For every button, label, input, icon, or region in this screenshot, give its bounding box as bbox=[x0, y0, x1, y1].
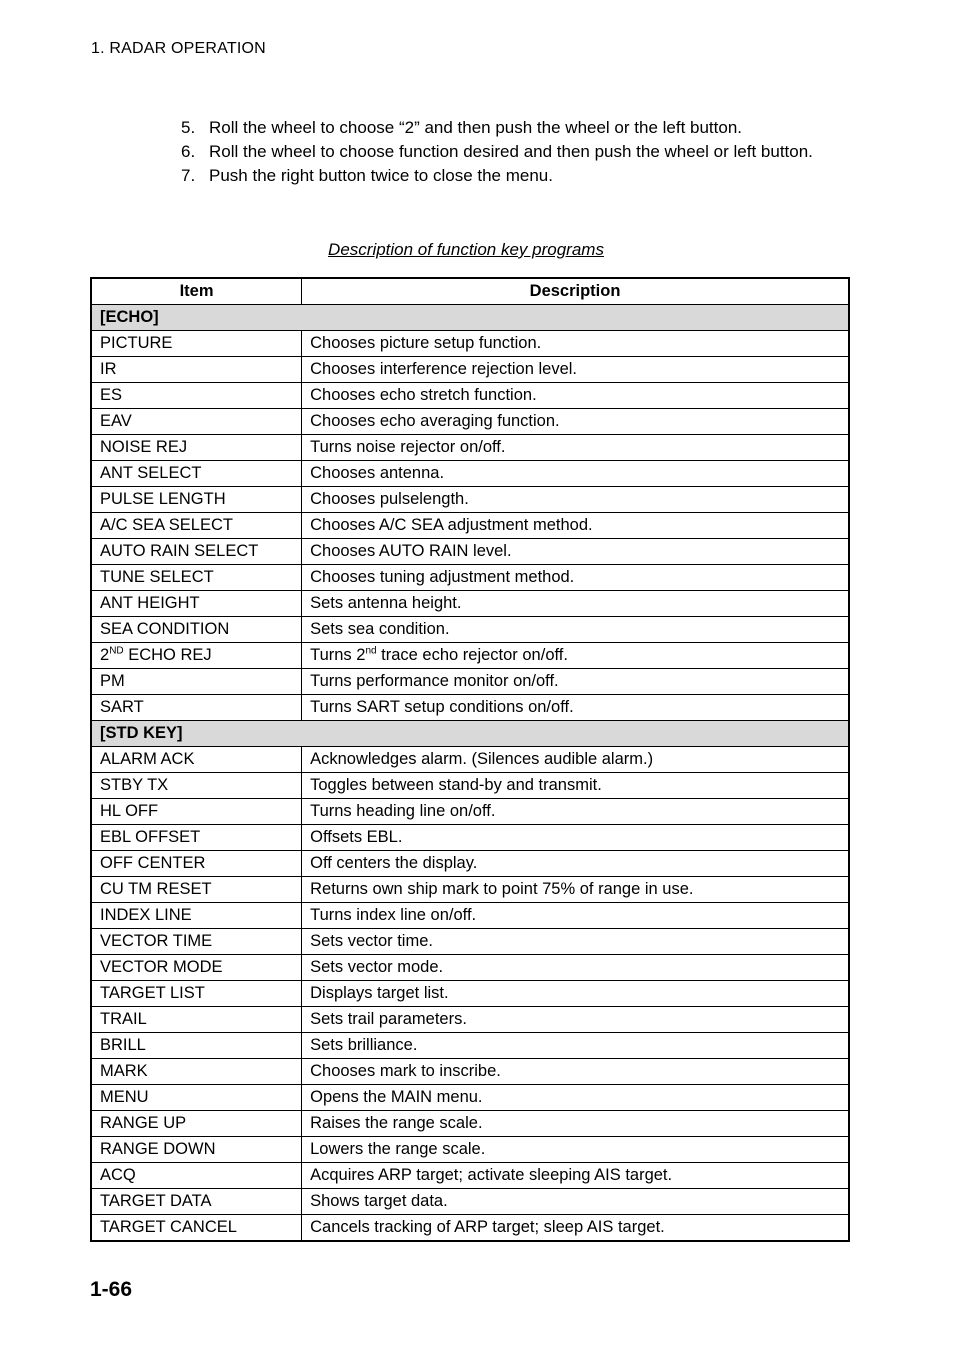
step-item bbox=[181, 116, 821, 140]
table-row bbox=[91, 929, 849, 955]
item-cell: ES bbox=[91, 383, 302, 409]
table-row bbox=[91, 1085, 849, 1111]
description-cell: Sets vector time. bbox=[302, 929, 849, 955]
step-text: Push the right button twice to close the menu. bbox=[209, 166, 553, 185]
description-cell: Chooses echo stretch function. bbox=[302, 383, 849, 409]
table-row bbox=[91, 539, 849, 565]
table-body bbox=[91, 305, 849, 1242]
description-cell: Cancels tracking of ARP target; sleep AIS target. bbox=[302, 1215, 849, 1242]
table-row bbox=[91, 773, 849, 799]
item-cell: TARGET DATA bbox=[91, 1189, 302, 1215]
step-number: 6. bbox=[181, 142, 196, 161]
table-row bbox=[91, 487, 849, 513]
description-cell: Chooses picture setup function. bbox=[302, 331, 849, 357]
item-cell: PM bbox=[91, 669, 302, 695]
description-cell: Turns noise rejector on/off. bbox=[302, 435, 849, 461]
description-text: trace echo rejector on/off. bbox=[376, 646, 568, 664]
item-text: 2 bbox=[100, 646, 110, 664]
item-cell: OFF CENTER bbox=[91, 851, 302, 877]
step-text: Roll the wheel to choose function desired and then push the wheel or left button. bbox=[209, 142, 813, 161]
table-row bbox=[91, 383, 849, 409]
table-row bbox=[91, 617, 849, 643]
description-cell: Sets antenna height. bbox=[302, 591, 849, 617]
item-cell: SART bbox=[91, 695, 302, 721]
table-row bbox=[91, 747, 849, 773]
group-title: [ECHO] bbox=[91, 305, 849, 331]
description-cell: Chooses AUTO RAIN level. bbox=[302, 539, 849, 565]
item-cell: CU TM RESET bbox=[91, 877, 302, 903]
item-cell: TARGET CANCEL bbox=[91, 1215, 302, 1242]
description-cell: Acknowledges alarm. (Silences audible alarm.) bbox=[302, 747, 849, 773]
function-key-table bbox=[90, 277, 850, 1242]
description-cell: Returns own ship mark to point 75% of range in use. bbox=[302, 877, 849, 903]
description-cell: Chooses antenna. bbox=[302, 461, 849, 487]
table-row bbox=[91, 1033, 849, 1059]
item-cell: PULSE LENGTH bbox=[91, 487, 302, 513]
table-row bbox=[91, 955, 849, 981]
description-cell: Chooses mark to inscribe. bbox=[302, 1059, 849, 1085]
table-row bbox=[91, 695, 849, 721]
item-cell: RANGE DOWN bbox=[91, 1137, 302, 1163]
item-cell: TUNE SELECT bbox=[91, 565, 302, 591]
step-item bbox=[181, 164, 821, 188]
table-row bbox=[91, 799, 849, 825]
item-cell: ALARM ACK bbox=[91, 747, 302, 773]
description-cell: Chooses pulselength. bbox=[302, 487, 849, 513]
table-row bbox=[91, 435, 849, 461]
table-row bbox=[91, 877, 849, 903]
description-superscript: nd bbox=[365, 645, 377, 657]
item-cell: A/C SEA SELECT bbox=[91, 513, 302, 539]
table-row bbox=[91, 513, 849, 539]
item-superscript: ND bbox=[109, 645, 124, 657]
description-cell: Displays target list. bbox=[302, 981, 849, 1007]
description-cell: Chooses tuning adjustment method. bbox=[302, 565, 849, 591]
description-cell: Offsets EBL. bbox=[302, 825, 849, 851]
item-cell: VECTOR MODE bbox=[91, 955, 302, 981]
group-header-row bbox=[91, 305, 849, 331]
table-row bbox=[91, 1059, 849, 1085]
item-cell: ANT SELECT bbox=[91, 461, 302, 487]
item-cell: AUTO RAIN SELECT bbox=[91, 539, 302, 565]
item-cell: INDEX LINE bbox=[91, 903, 302, 929]
item-cell bbox=[91, 643, 302, 669]
description-cell bbox=[302, 643, 849, 669]
table-row bbox=[91, 851, 849, 877]
description-cell: Sets sea condition. bbox=[302, 617, 849, 643]
table-row bbox=[91, 357, 849, 383]
column-header-description: Description bbox=[302, 278, 849, 305]
step-text: Roll the wheel to choose “2” and then push the wheel or the left button. bbox=[209, 118, 743, 137]
item-cell: EBL OFFSET bbox=[91, 825, 302, 851]
description-cell: Chooses interference rejection level. bbox=[302, 357, 849, 383]
item-cell: VECTOR TIME bbox=[91, 929, 302, 955]
group-title: [STD KEY] bbox=[91, 721, 849, 747]
description-cell: Sets trail parameters. bbox=[302, 1007, 849, 1033]
item-cell: STBY TX bbox=[91, 773, 302, 799]
table-row bbox=[91, 981, 849, 1007]
item-cell: TRAIL bbox=[91, 1007, 302, 1033]
step-number: 5. bbox=[181, 118, 196, 137]
description-cell: Lowers the range scale. bbox=[302, 1137, 849, 1163]
table-row bbox=[91, 1007, 849, 1033]
table-row bbox=[91, 409, 849, 435]
table-row bbox=[91, 591, 849, 617]
item-cell: NOISE REJ bbox=[91, 435, 302, 461]
description-cell: Shows target data. bbox=[302, 1189, 849, 1215]
table-row bbox=[91, 1137, 849, 1163]
description-cell: Sets brilliance. bbox=[302, 1033, 849, 1059]
description-cell: Chooses echo averaging function. bbox=[302, 409, 849, 435]
description-cell: Acquires ARP target; activate sleeping AIS target. bbox=[302, 1163, 849, 1189]
description-cell: Opens the MAIN menu. bbox=[302, 1085, 849, 1111]
item-cell: EAV bbox=[91, 409, 302, 435]
table-header-row bbox=[91, 278, 849, 305]
step-item bbox=[181, 140, 821, 164]
table-row bbox=[91, 461, 849, 487]
group-header-row bbox=[91, 721, 849, 747]
table-row bbox=[91, 1163, 849, 1189]
column-header-item: Item bbox=[91, 278, 302, 305]
description-cell: Chooses A/C SEA adjustment method. bbox=[302, 513, 849, 539]
item-cell: SEA CONDITION bbox=[91, 617, 302, 643]
table-caption: Description of function key programs bbox=[328, 240, 604, 259]
item-cell: IR bbox=[91, 357, 302, 383]
page-number: 1-66 bbox=[90, 1278, 133, 1301]
item-cell: RANGE UP bbox=[91, 1111, 302, 1137]
description-cell: Turns index line on/off. bbox=[302, 903, 849, 929]
table-row bbox=[91, 825, 849, 851]
procedure-steps bbox=[181, 116, 821, 188]
item-cell: PICTURE bbox=[91, 331, 302, 357]
item-cell: MARK bbox=[91, 1059, 302, 1085]
description-cell: Turns performance monitor on/off. bbox=[302, 669, 849, 695]
description-cell: Sets vector mode. bbox=[302, 955, 849, 981]
table-row bbox=[91, 669, 849, 695]
table-row bbox=[91, 903, 849, 929]
item-cell: HL OFF bbox=[91, 799, 302, 825]
description-cell: Turns heading line on/off. bbox=[302, 799, 849, 825]
table-row bbox=[91, 1189, 849, 1215]
table-row bbox=[91, 643, 849, 669]
description-cell: Raises the range scale. bbox=[302, 1111, 849, 1137]
description-cell: Turns SART setup conditions on/off. bbox=[302, 695, 849, 721]
running-header: 1. RADAR OPERATION bbox=[91, 40, 266, 57]
table-row bbox=[91, 1215, 849, 1242]
table-row bbox=[91, 1111, 849, 1137]
item-cell: BRILL bbox=[91, 1033, 302, 1059]
item-cell: ACQ bbox=[91, 1163, 302, 1189]
item-cell: TARGET LIST bbox=[91, 981, 302, 1007]
description-cell: Off centers the display. bbox=[302, 851, 849, 877]
item-cell: ANT HEIGHT bbox=[91, 591, 302, 617]
description-cell: Toggles between stand-by and transmit. bbox=[302, 773, 849, 799]
item-cell: MENU bbox=[91, 1085, 302, 1111]
step-number: 7. bbox=[181, 166, 196, 185]
item-text: ECHO REJ bbox=[123, 646, 212, 664]
table-row bbox=[91, 565, 849, 591]
description-text: Turns 2 bbox=[310, 646, 366, 664]
table-row bbox=[91, 331, 849, 357]
